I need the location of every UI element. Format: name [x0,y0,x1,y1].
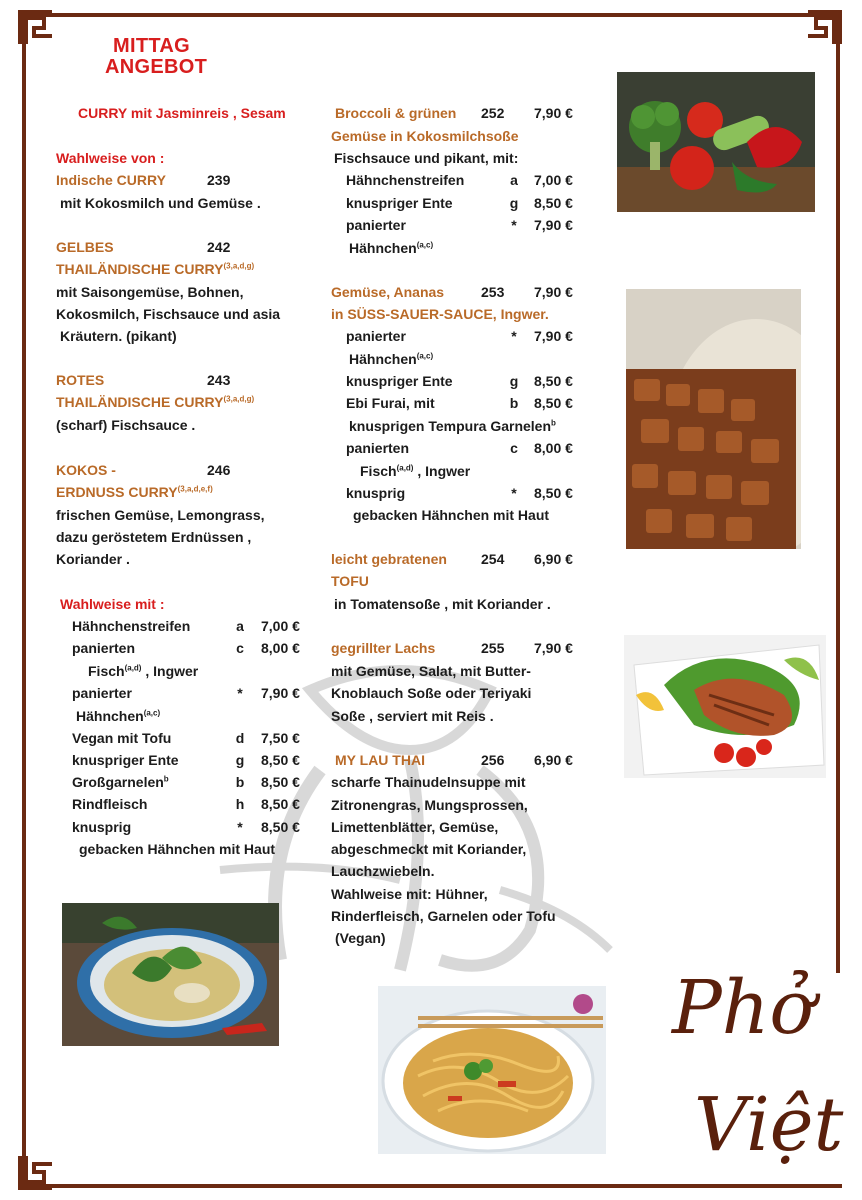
option-code: * [511,217,517,233]
dish-description: Fischsauce und pikant, mit: [334,150,519,166]
option-label: knuspriger Ente [72,752,179,768]
option-price: 8,50 € [261,819,300,835]
dish-description: (scharf) Fischsauce . [56,417,196,433]
option-price: 8,00 € [261,640,300,656]
dish-number: 255 [481,640,505,656]
option-price: 7,90 € [534,328,573,344]
dish-price: 7,90 € [534,105,573,121]
dish-description: mit Gemüse, Salat, mit Butter- [331,663,531,679]
dish-price: 6,90 € [534,551,573,567]
dish-description: Soße , serviert mit Reis . [331,708,494,724]
option-code: a [236,618,244,634]
option-price: 7,00 € [261,618,300,634]
option-code: * [237,685,243,701]
dish-number: 242 [207,239,231,255]
green-curry-photo [62,903,279,1046]
option-code: * [237,819,243,835]
option-label: knuspriger Ente [346,195,453,211]
dish-description: mit Saisongemüse, Bohnen, [56,284,244,300]
dish-description: in Tomatensoße , mit Koriander . [334,596,551,612]
option-label: gebacken Hähnchen mit Haut [79,841,276,857]
option-price: 8,50 € [534,373,573,389]
option-label: knusprigen Tempura Garnelen$^b$ [349,418,556,434]
option-label: Fisch$^{(a,d)}$ , Ingwer [88,663,199,679]
option-label: knuspriger Ente [346,373,453,389]
option-label: gebacken Hähnchen mit Haut [353,507,550,523]
option-price: 8,50 € [261,752,300,768]
brand-name-line-1: Phở [672,965,815,1051]
dish-name: Indische CURRY [56,172,166,188]
dish-number: 253 [481,284,505,300]
curry-intro: CURRY mit Jasminreis , Sesam [78,105,286,121]
option-code: * [511,328,517,344]
allergen-codes: (3,a,d,g) [223,261,255,271]
option-label: Fisch$^{(a,d)}$ , Ingwer [360,463,471,479]
option-label: Hähnchen$^{(a,c)}$ [349,351,434,367]
choose-with-label: Wahlweise mit : [60,596,165,612]
option-code: g [235,752,245,768]
option-code: g [509,373,519,389]
allergen-codes: (a,c) [416,351,434,361]
dish-description: abgeschmeckt mit Koriander, [331,841,527,857]
option-label: Hähnchen$^{(a,c)}$ [76,708,161,724]
dish-number: 246 [207,462,231,478]
option-price: 7,90 € [534,217,573,233]
choose-from-label: Wahlweise von : [56,150,165,166]
option-price: 8,50 € [261,796,300,812]
dish-name: TOFU [331,573,369,589]
option-price: 8,50 € [534,395,573,411]
dish-description: Kräutern. (pikant) [60,328,177,344]
dish-description: Koriander . [56,551,130,567]
dish-number: 239 [207,172,231,188]
option-label: knusprig [346,485,406,501]
option-label: Hähnchenstreifen [346,172,465,188]
allergen-codes: (a,c) [416,240,434,250]
dish-description: Lauchzwiebeln. [331,863,435,879]
dish-name: Gemüse in Kokosmilchsoße [331,128,519,144]
option-code: b [235,774,245,790]
dish-name: ERDNUSS CURRY$^{(3,a,d,e,f)}$ [56,484,213,500]
option-label: Hähnchen$^{(a,c)}$ [349,240,434,256]
dish-number: 252 [481,105,505,121]
option-price: 8,50 € [534,485,573,501]
tofu-photo [626,289,801,549]
option-label: Ebi Furai, mit [346,395,435,411]
dish-name: KOKOS - [56,462,116,478]
option-label: panierter [346,217,406,233]
dish-name: MY LAU THAI [335,752,425,768]
vegetables-photo [617,72,815,212]
option-code: a [510,172,518,188]
dish-description: mit Kokosmilch und Gemüse . [60,195,261,211]
option-label: Großgarnelen$^b$ [72,774,169,790]
option-code: c [510,440,518,456]
option-label: Hähnchenstreifen [72,618,191,634]
option-label: knusprig [72,819,132,835]
dish-name: THAILÄNDISCHE CURRY$^{(3,a,d,g)}$ [56,261,255,277]
option-price: 8,50 € [261,774,300,790]
option-price: 7,50 € [261,730,300,746]
dish-number: 256 [481,752,505,768]
allergen-codes: (3,a,d,e,f) [177,484,213,494]
dish-name: THAILÄNDISCHE CURRY$^{(3,a,d,g)}$ [56,394,255,410]
dish-name: gegrillter Lachs [331,640,436,656]
dish-description: Rinderfleisch, Garnelen oder Tofu [331,908,556,924]
dish-name: GELBES [56,239,114,255]
dish-price: 6,90 € [534,752,573,768]
option-label: panierten [72,640,136,656]
dish-name: Broccoli & grünen [335,105,457,121]
option-code: h [235,796,245,812]
dish-number: 254 [481,551,505,567]
dish-name: leicht gebratenen [331,551,447,567]
option-price: 7,00 € [534,172,573,188]
option-code: b [509,395,519,411]
dish-description: dazu geröstetem Erdnüssen , [56,529,252,545]
dish-description: Knoblauch Soße oder Teriyaki [331,685,532,701]
option-label: panierter [346,328,406,344]
option-label: panierten [346,440,410,456]
dish-name: Gemüse, Ananas [331,284,445,300]
dish-description: Kokosmilch, Fischsauce und asia [56,306,281,322]
option-price: 7,90 € [261,685,300,701]
allergen-codes: b [551,418,556,428]
dish-price: 7,90 € [534,640,573,656]
corner-ornament-top-left [18,10,54,46]
dish-description: frischen Gemüse, Lemongrass, [56,507,265,523]
dish-price: 7,90 € [534,284,573,300]
dish-description: Wahlweise mit: Hühner, [331,886,488,902]
option-label: Rindfleisch [72,796,148,812]
allergen-codes: (a,d) [124,663,142,673]
noodles-photo [378,986,606,1154]
salmon-photo [624,635,826,778]
option-code: d [235,730,245,746]
option-code: * [511,485,517,501]
dish-description: scharfe Thainudelnsuppe mit [331,774,526,790]
dish-description: Limettenblätter, Gemüse, [331,819,499,835]
dish-name: ROTES [56,372,105,388]
header-line-1: MITTAG [113,35,190,57]
allergen-codes: (3,a,d,g) [223,394,255,404]
option-label: Vegan mit Tofu [72,730,172,746]
option-price: 8,50 € [534,195,573,211]
dish-number: 243 [207,372,231,388]
option-price: 8,00 € [534,440,573,456]
dish-name: in SÜSS-SAUER-SAUCE, Ingwer. [331,306,549,322]
dish-description: (Vegan) [335,930,386,946]
allergen-codes: (a,c) [143,708,161,718]
option-code: c [236,640,244,656]
option-code: g [509,195,519,211]
allergen-codes: b [163,774,169,784]
header-line-2: ANGEBOT [105,56,208,78]
dish-description: Zitronengras, Mungsprossen, [331,797,528,813]
brand-name-line-2: Việt [694,1082,844,1168]
option-label: panierter [72,685,132,701]
allergen-codes: (a,d) [396,463,414,473]
corner-ornament-top-right [806,10,842,46]
corner-ornament-bottom-left [18,1154,54,1190]
